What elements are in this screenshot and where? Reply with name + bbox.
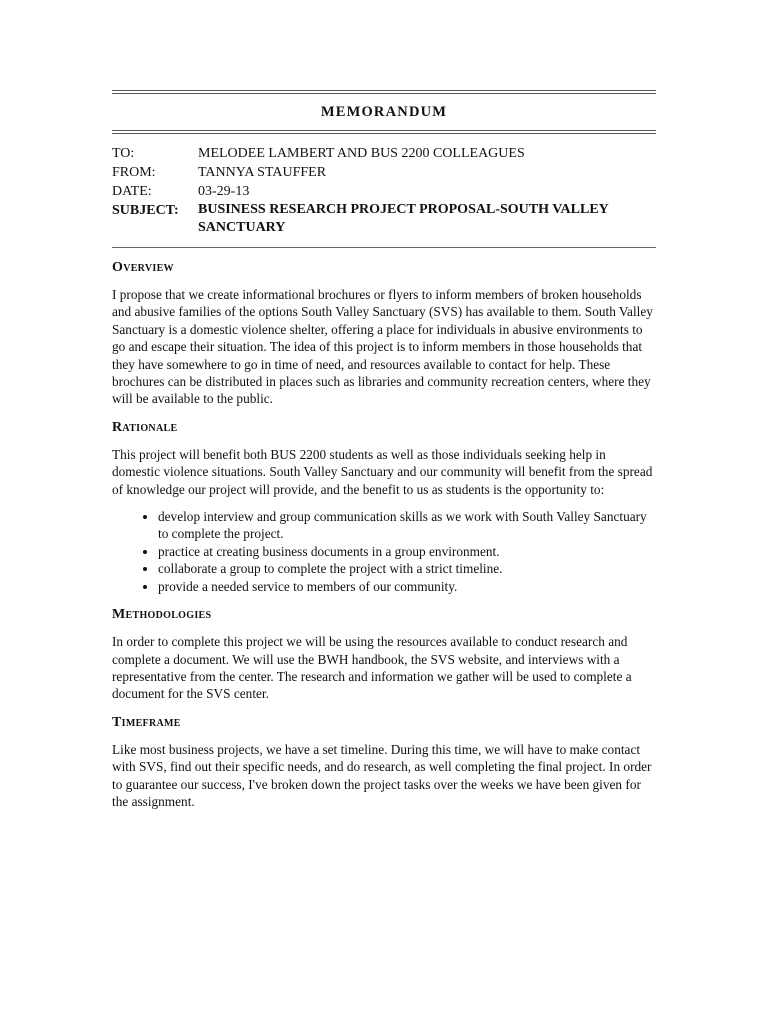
list-item: • practice at creating business documents in a group environment.	[158, 543, 656, 560]
rationale-heading: Rationale	[112, 419, 178, 435]
memo-header	[112, 144, 656, 237]
top-double-rule	[112, 90, 656, 94]
subject-value: BUSINESS RESEARCH PROJECT PROPOSAL-SOUTH VALLEY SANCTUARY	[198, 202, 609, 235]
rationale-text: This project will benefit both BUS 2200 students as well as those individuals seeking help in domestic violence situations. South Valley Sanctuary and our community will benefit from the spread of knowledge our project will provide, and the benefit to us as students is the opportunity to:	[112, 446, 653, 497]
date-value: 03-29-13	[198, 184, 250, 199]
subject-label: SUBJECT:	[112, 203, 179, 218]
list-item: • collaborate a group to complete the project with a strict timeline.	[158, 560, 656, 577]
rationale-bullet-list	[112, 508, 656, 595]
to-label: TO:	[112, 146, 135, 161]
from-value: TANNYA STAUFFER	[198, 165, 327, 180]
memo-page	[112, 90, 656, 820]
list-item: • provide a needed service to members of our community.	[158, 578, 656, 595]
timeframe-heading: Timeframe	[112, 714, 181, 730]
list-item: • develop interview and group communication skills as we work with South Valley Sanctuary to complete the project.	[158, 508, 656, 543]
methodologies-heading: Methodologies	[112, 607, 212, 623]
methodologies-text: In order to complete this project we will be using the resources available to conduct research and complete a document. We will use the BWH handbook, the SVS website, and interviews with a representative from the center. The research and information we gather will be used to complete a document for the SVS center.	[112, 634, 632, 702]
title-double-rule	[112, 130, 656, 134]
from-label: FROM:	[112, 165, 156, 180]
overview-text: I propose that we create informational brochures or flyers to inform members of broken households and abusive families of the options South Valley Sanctuary (SVS) has available to them. South Valley Sanctuary is a domestic violence shelter, offering a place for individuals in abusive environments to go and escape their situation. The idea of this project is to inform members in those households that they have somewhere to go in time of need, and resources available to contact for help. These brochures can be distributed in places such as libraries and community recreation centers, where they will be available to the public.	[112, 287, 653, 407]
date-label: DATE:	[112, 184, 152, 199]
overview-heading: Overview	[112, 260, 174, 275]
date-row	[112, 182, 656, 201]
timeframe-text: Like most business projects, we have a set timeline. During this time, we will have to make contact with SVS, find out their specific needs, and do research, as well completing the final project. In order to guarantee our success, I've broken down the project tasks over the weeks we have been given for the assignment.	[112, 741, 652, 809]
to-value: MELODEE LAMBERT AND BUS 2200 COLLEAGUES	[198, 146, 525, 161]
subject-row	[112, 201, 656, 237]
memo-title: MEMORANDUM	[320, 104, 448, 120]
to-row	[112, 144, 656, 163]
from-row	[112, 163, 656, 182]
header-rule	[112, 247, 656, 248]
